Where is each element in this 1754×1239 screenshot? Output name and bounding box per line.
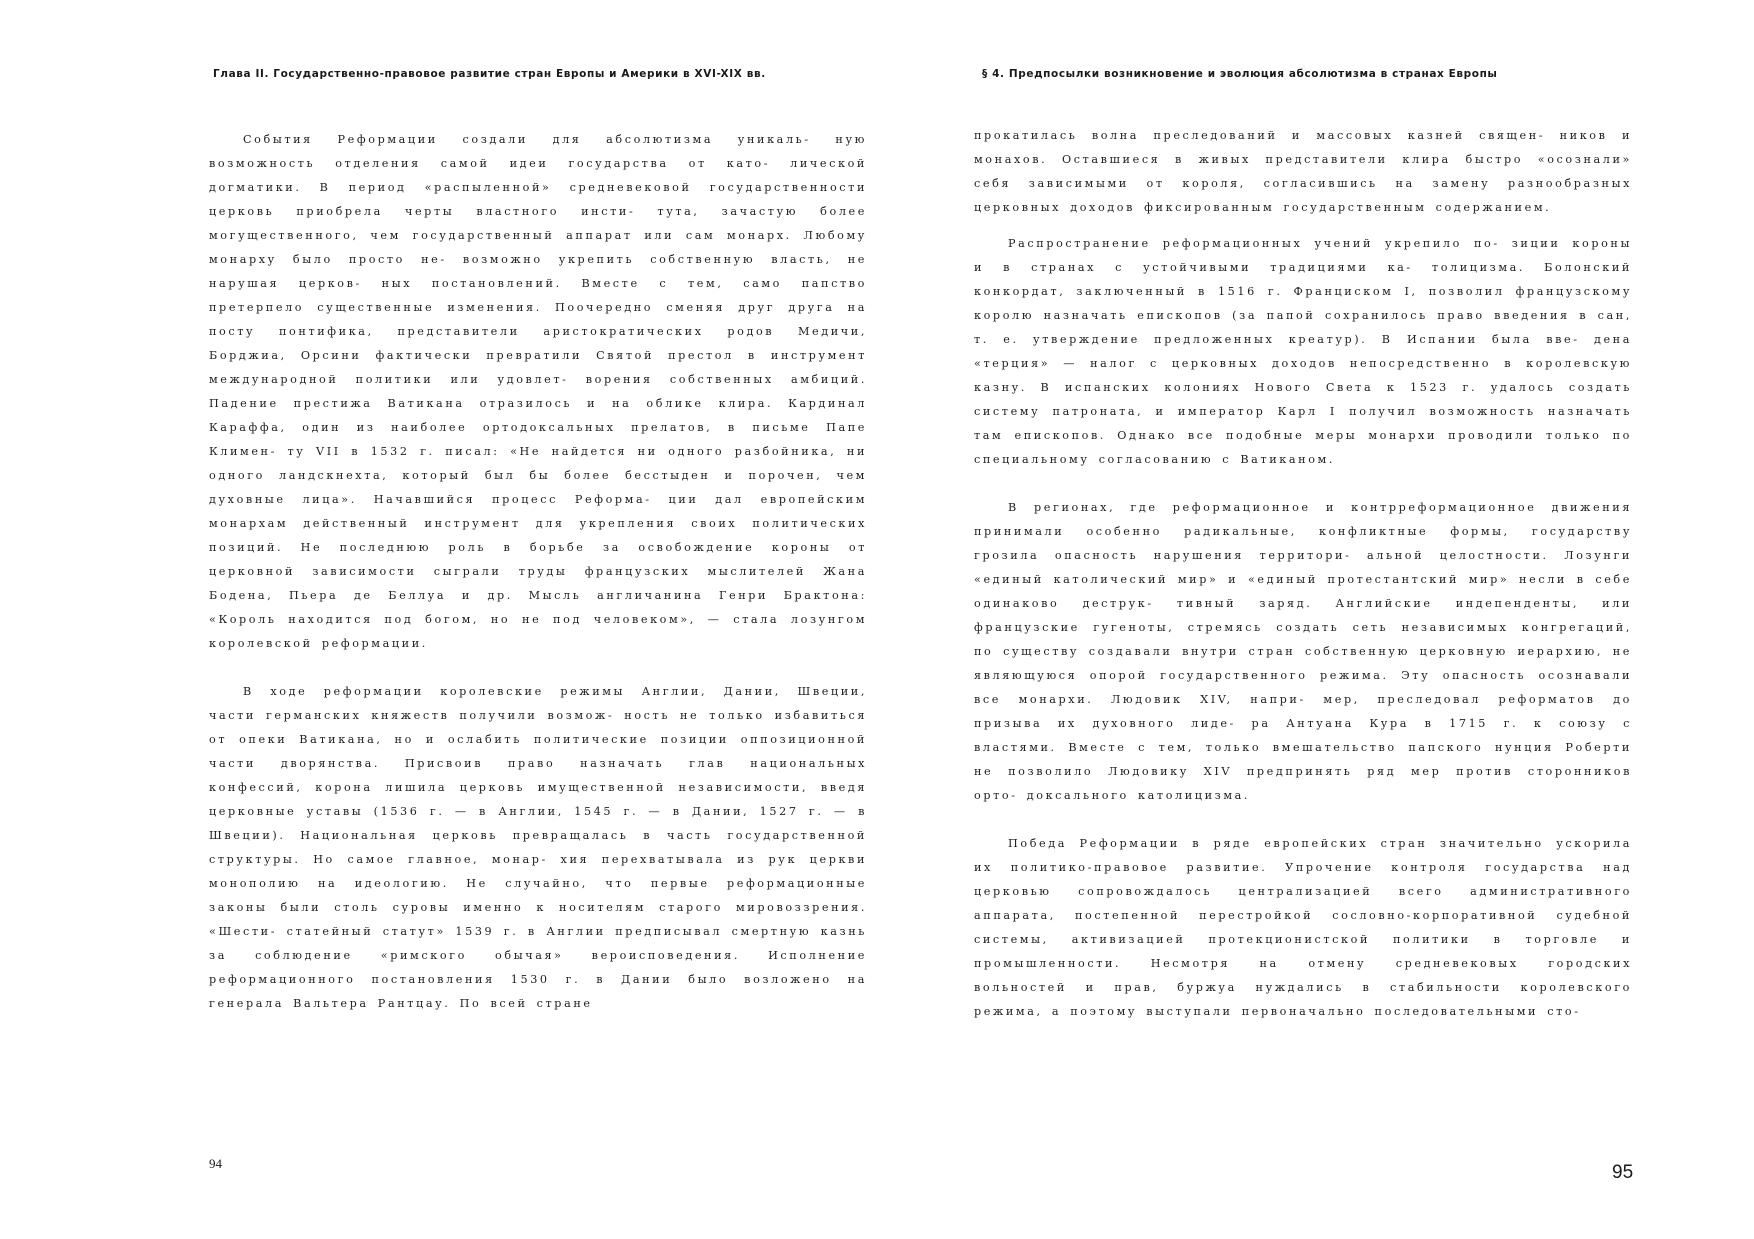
page-number-right: 95: [1612, 1162, 1634, 1183]
left-running-head: Глава II. Государственно-правовое развитие стран Европы и Америки в XVI-XIX вв.: [213, 68, 766, 80]
right-running-head: § 4. Предпосылки возникновение и эволюция абсолютизма в странах Европы: [982, 68, 1498, 80]
right-page: [877, 0, 1754, 1239]
paragraph: Победа Реформации в ряде европейских стран значительно ускорила их политико-правовое развитие. Упрочение контроля государства над церковью сопровождалось централизацией всего административного аппарата, постепенной перестройкой сословно-корпоративной судебной системы, активизацией протекционистской политики в торговле и промышленности. Несмотря на отмену средневековых городских вольностей и прав, буржуа нуждались в стабильности королевского режима, а поэтому выступали первоначально последовательными сто-: [974, 837, 1632, 1018]
paragraph: В регионах, где реформационное и контрреформационное движения принимали особенно радикальные, конфликтные формы, государству грозила опасность нарушения территори- альной целостности. Лозунги «единый католический мир» и «единый протестантский мир» несли в себе одинаково деструк- тивный заряд. Английские индепенденты, или французские гугеноты, стремясь создать сеть независимых конгрегаций, по существу создавали внутри стран собственную церковную иерархию, не являющуюся опорой государственного режима. Эту опасность осознавали все монархи. Людовик XIV, напри- мер, преследовал реформатов до призыва их духовного лиде- ра Антуана Кура в 1715 г. к союзу с властями. Вместе с тем, только вмешательство папского нунция Роберти не позволило Людовику XIV предпринять ряд мер против сторонников орто- доксального католицизма.: [974, 501, 1632, 802]
paragraph: События Реформации создали для абсолютизма уникаль- ную возможность отделения самой идеи государства от като- лической догматики. В период «распыленной» средневековой государственности церковь приобрела черты властного инсти- тута, зачастую более могущественного, чем государственный аппарат или сам монарх. Любому монарху было просто не- возможно укрепить собственную власть, не нарушая церков- ных постановлений. Вместе с тем, само папство претерпело существенные изменения. Поочередно сменяя друг друга на посту понтифика, представители аристократических родов Медичи, Борджиа, Орсини фактически превратили Святой престол в инструмент международной политики или удовлет- ворения собственных амбиций. Падение престижа Ватикана отразилось и на облике клира. Кардинал Караффа, один из наиболее ортодоксальных прелатов, в письме Папе Климен- ту VII в 1532 г. писал: «Не найдется ни одного разбойника, ни одного ландскнехта, который был бы более бесстыден и порочен, чем духовные лица». Начавшийся процесс Реформа- ции дал европейским монархам действенный инструмент для укрепления своих политических позиций. Не последнюю роль в борьбе за освобождение короны от церковной зависимости сыграли труды французских мыслителей Жана Бодена, Пьера де Беллуа и др. Мысль англичанина Генри Брактона: «Король находится под богом, но не под человеком», — стала лозунгом королевской реформации.: [209, 133, 867, 650]
right-body-text: [974, 124, 1632, 1048]
page-number-left: 94: [209, 1156, 222, 1171]
left-body-text: [209, 128, 867, 1040]
paragraph: Распространение реформационных учений укрепило по- зиции короны и в странах с устойчивыми традициями ка- толицизма. Болонский конкордат, заключенный в 1516 г. Франциском I, позволил французскому королю назначать епископов (за папой сохранилось право введения в сан, т. е. утверждение предложенных креатур). В Испании была вве- дена «терция» — налог с церковных доходов непосредственно в королевскую казну. В испанских колониях Нового Света к 1523 г. удалось создать систему патроната, и император Карл I получил возможность назначать там епископов. Однако все подобные меры монархи проводили только по специальному согласованию с Ватиканом.: [974, 237, 1632, 466]
paragraph: прокатилась волна преследований и массовых казней священ- ников и монахов. Оставшиеся в живых представители клира быстро «осознали» себя зависимыми от короля, согласившись на замену разнообразных церковных доходов фиксированным государственным содержанием.: [974, 129, 1632, 214]
paragraph: В ходе реформации королевские режимы Англии, Дании, Швеции, части германских княжеств получили возмож- ность не только избавиться от опеки Ватикана, но и ослабить политические позиции оппозиционной части дворянства. Присвоив право назначать глав национальных конфессий, корона лишила церковь имущественной независимости, введя церковные уставы (1536 г. — в Англии, 1545 г. — в Дании, 1527 г. — в Швеции). Национальная церковь превращалась в часть государственной структуры. Но самое главное, монар- хия перехватывала из рук церкви монополию на идеологию. Не случайно, что первые реформационные законы были столь суровы именно к носителям старого мировоззрения. «Шести- статейный статут» 1539 г. в Англии предписывал смертную казнь за соблюдение «римского обычая» вероисповедения. Исполнение реформационного постановления 1530 г. в Дании было возложено на генерала Вальтера Рантцау. По всей стране: [209, 685, 867, 1010]
